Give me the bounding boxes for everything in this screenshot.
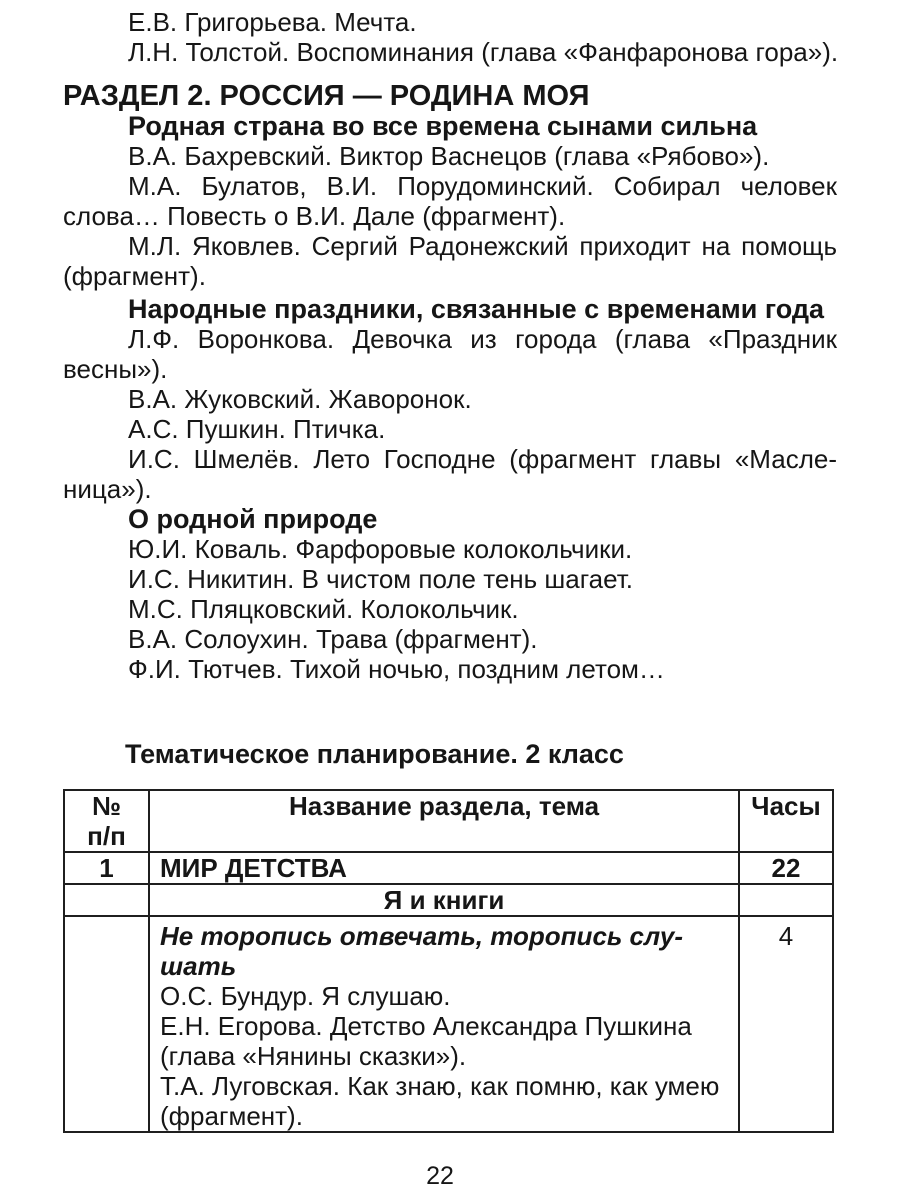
toc-line: И.С. Шмелёв. Лето Господне (фрагмент главы «Масле- [128, 444, 837, 474]
toc-line: Л.Ф. Воронкова. Девочка из города (глава «Праздник [128, 324, 837, 354]
subsection-heading: Народные праздники, связанные с временами года [128, 294, 825, 324]
theme-title-line: Не торопись отвечать, торопись слу- [160, 921, 683, 951]
row2-name-cell: Я и книги [149, 884, 739, 916]
row1-hours-cell: 22 [739, 852, 833, 884]
row2-number-cell [64, 884, 149, 916]
toc-line: М.Л. Яковлев. Сергий Радонежский приходит на помощь [128, 231, 837, 261]
subsection-heading: Родная страна во все времена сынами сильна [128, 111, 758, 141]
work-line: Е.Н. Егорова. Детство Александра Пушкина [160, 1011, 692, 1041]
work-line: Т.А. Луговская. Как знаю, как помню, как умею [160, 1071, 720, 1101]
theme-title-line: шать [160, 951, 237, 981]
toc-section [63, 7, 837, 1133]
row3-name-cell [149, 916, 739, 1132]
toc-line: Е.В. Григорьева. Мечта. [128, 7, 417, 37]
work-line: (фрагмент). [160, 1101, 303, 1131]
page-number: 22 [426, 1162, 454, 1190]
row1-name-cell: МИР ДЕТСТВА [149, 852, 739, 884]
header-number-line1: № [92, 791, 121, 821]
subsection-heading: О родной природе [128, 504, 378, 534]
toc-line-continuation: (фрагмент). [63, 261, 206, 291]
toc-line: В.А. Жуковский. Жаворонок. [128, 384, 472, 414]
table-row [64, 884, 833, 916]
work-line: (глава «Нянины сказки»). [160, 1041, 467, 1071]
toc-line: В.А. Бахревский. Виктор Васнецов (глава «Рябово»). [128, 141, 770, 171]
toc-line: М.С. Пляцковский. Колокольчик. [128, 594, 519, 624]
header-cell-name: Название раздела, тема [149, 790, 739, 852]
row2-hours-cell [739, 884, 833, 916]
header-number-line2: п/п [87, 821, 126, 851]
toc-line: Ф.И. Тютчев. Тихой ночью, поздним летом… [128, 654, 665, 684]
header-cell-hours: Часы [739, 790, 833, 852]
toc-line: И.С. Никитин. В чистом поле тень шагает. [128, 564, 633, 594]
toc-line: М.А. Булатов, В.И. Порудоминский. Собирал человек [128, 171, 837, 201]
table-title: Тематическое планирование. 2 класс [125, 739, 624, 769]
toc-line-continuation: слова… Повесть о В.И. Дале (фрагмент). [63, 201, 566, 231]
toc-line-continuation: ница»). [63, 474, 152, 504]
hours-value: 4 [778, 921, 794, 951]
row3-number-cell [64, 916, 149, 1132]
work-line: О.С. Бундур. Я слушаю. [160, 981, 451, 1011]
row3-hours-cell [739, 916, 833, 1132]
toc-line: Ю.И. Коваль. Фарфоровые колокольчики. [128, 534, 633, 564]
row1-number-cell: 1 [64, 852, 149, 884]
table-row [64, 916, 833, 1132]
toc-line: Л.Н. Толстой. Воспоминания (глава «Фанфаронова гора»). [128, 37, 839, 67]
toc-line-continuation: весны»). [63, 354, 168, 384]
toc-line: А.С. Пушкин. Птичка. [128, 414, 386, 444]
section-heading: РАЗДЕЛ 2. РОССИЯ — РОДИНА МОЯ [63, 80, 590, 112]
table-header-row [64, 790, 833, 852]
table-row [64, 852, 833, 884]
planning-table [63, 789, 834, 1133]
header-cell-number [64, 790, 149, 852]
toc-line: В.А. Солоухин. Трава (фрагмент). [128, 624, 538, 654]
